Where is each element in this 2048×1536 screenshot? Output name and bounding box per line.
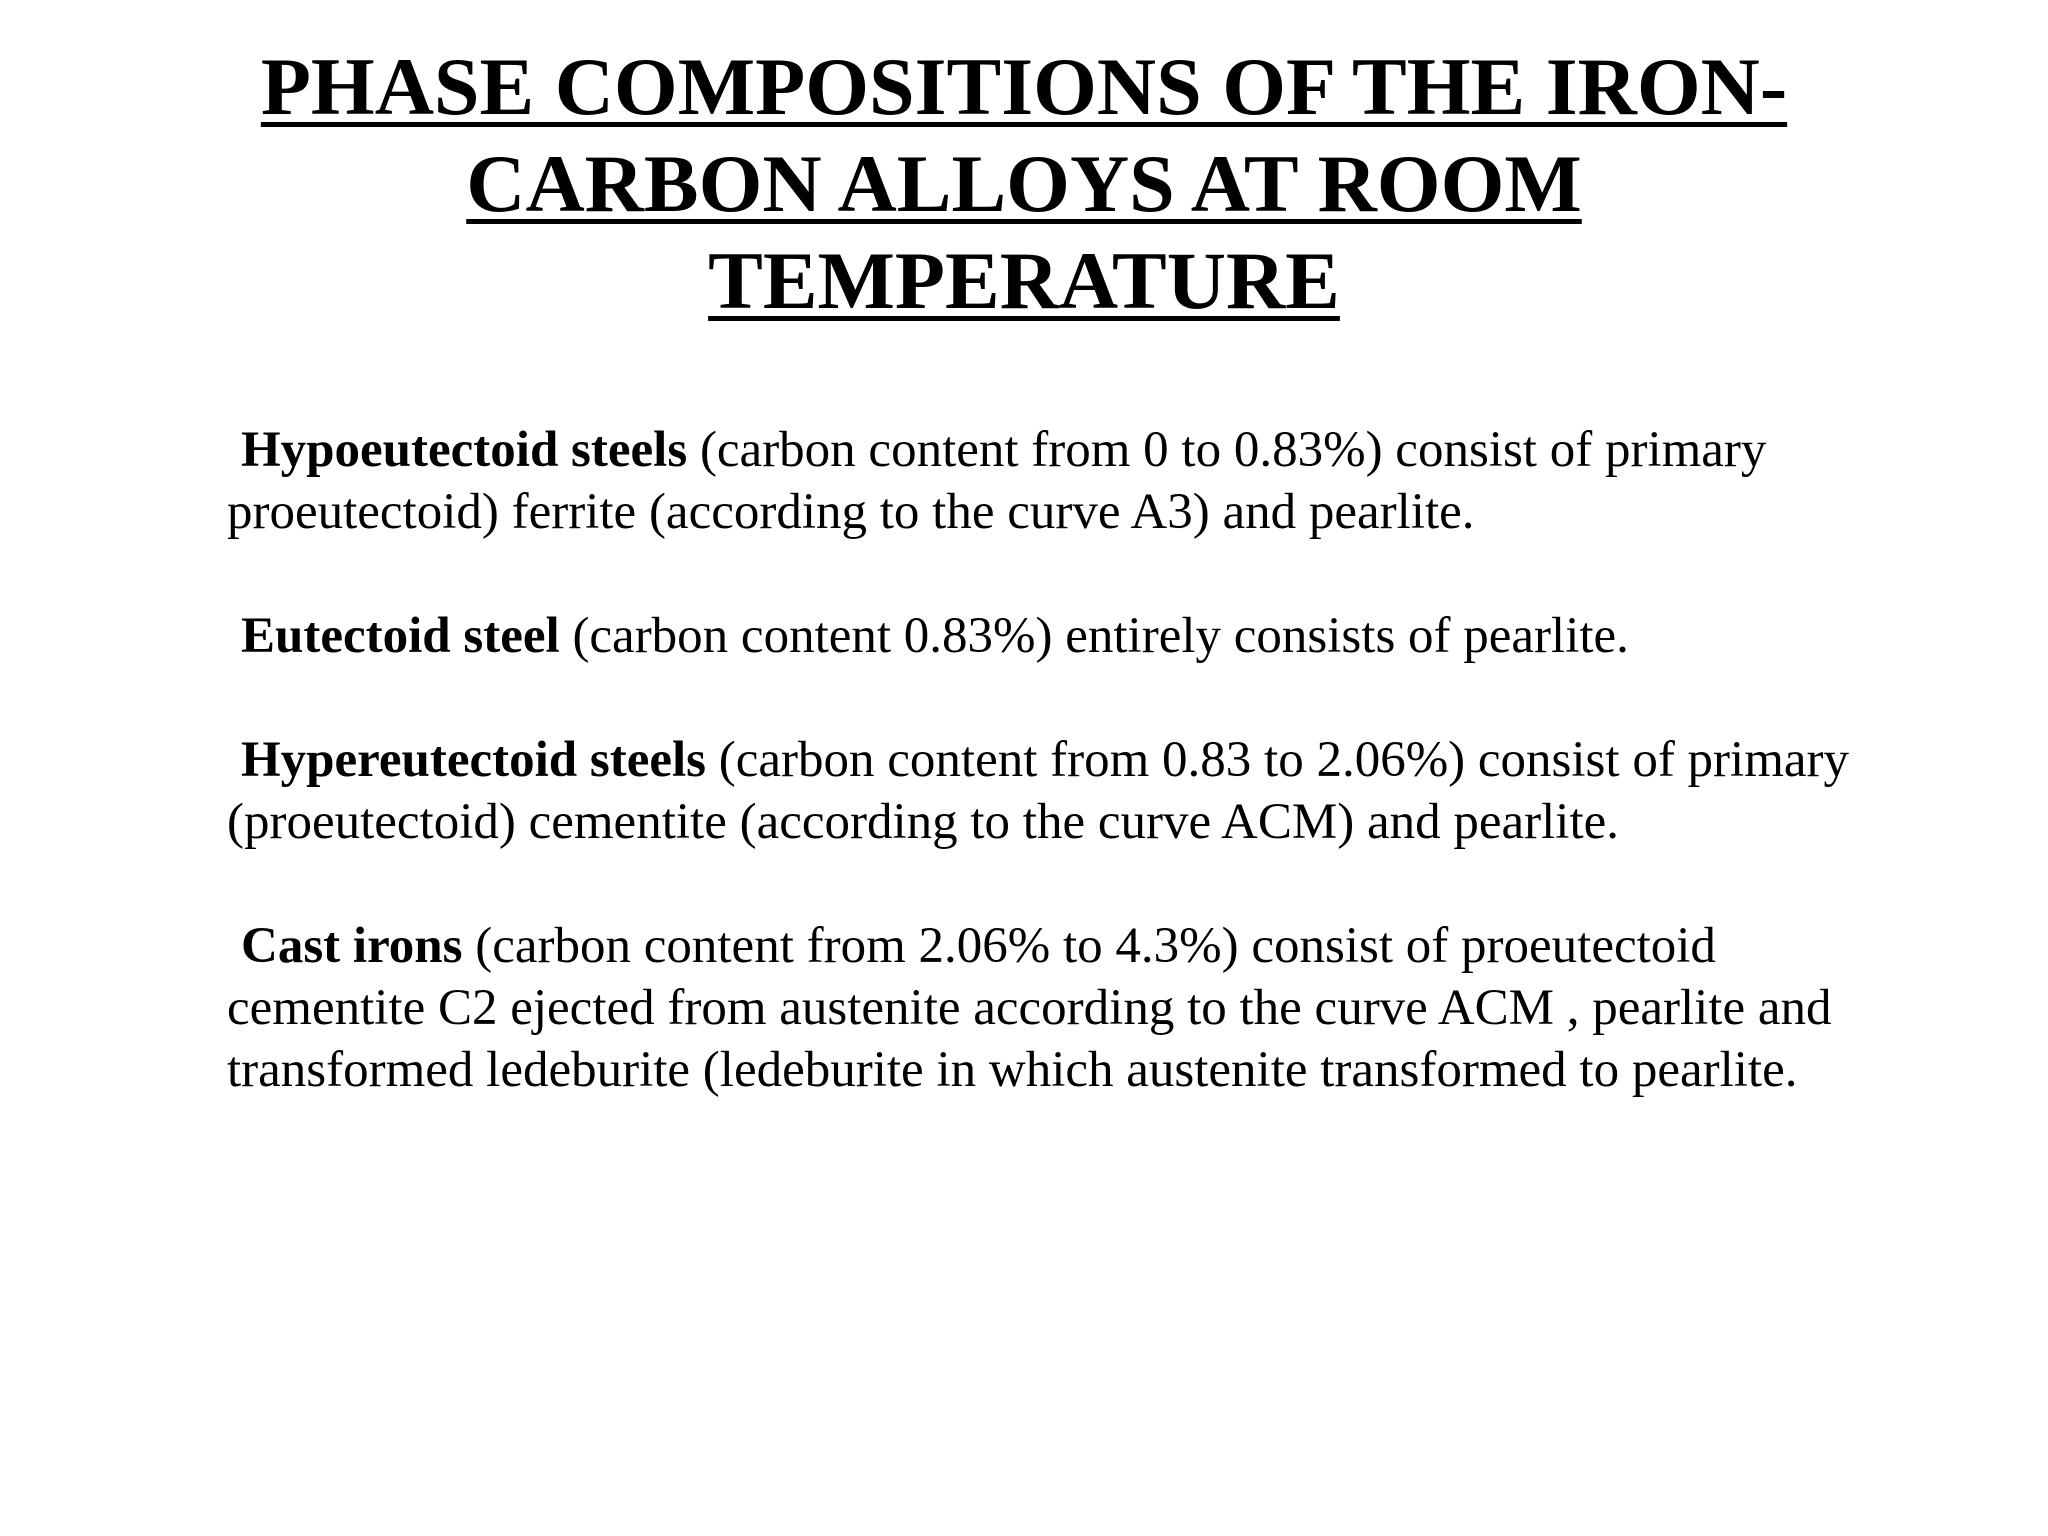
paragraph-line: cementite C2 ejected from austenite according to the curve ACM , pearlite and — [227, 980, 1832, 1036]
paragraph-line — [227, 729, 1887, 791]
paragraph-text: (carbon content from 0 to 0.83%) consist of primary — [687, 422, 1767, 478]
paragraph-hypoeutectoid — [227, 419, 1887, 543]
title-line: TEMPERATURE — [708, 235, 1340, 326]
paragraph-line — [227, 915, 1887, 977]
paragraph-text: (carbon content from 2.06% to 4.3%) consist of proeutectoid — [462, 918, 1716, 974]
paragraph-eutectoid — [227, 605, 1887, 667]
paragraph-line: transformed ledeburite (ledeburite in which austenite transformed to pearlite. — [227, 1042, 1798, 1098]
term-eutectoid-steel: Eutectoid steel — [241, 608, 560, 664]
paragraph-line — [227, 419, 1887, 481]
term-hypereutectoid-steels: Hypereutectoid steels — [241, 732, 707, 788]
paragraph-text: (carbon content from 0.83 to 2.06%) consist of primary — [706, 732, 1849, 788]
paragraph-line: proeutectoid) ferrite (according to the curve A3) and pearlite. — [227, 484, 1475, 540]
title-line: PHASE COMPOSITIONS OF THE IRON- — [260, 41, 1788, 132]
paragraph-cast-irons — [227, 915, 1887, 1101]
slide-body — [227, 419, 1887, 1163]
paragraph-text: (carbon content 0.83%) entirely consists of pearlite. — [559, 608, 1629, 664]
title-line: CARBON ALLOYS AT ROOM — [466, 138, 1582, 229]
slide-title — [200, 38, 1848, 329]
term-cast-irons: Cast irons — [241, 918, 463, 974]
paragraph-line: (proeutectoid) cementite (according to the curve ACM) and pearlite. — [227, 794, 1620, 850]
paragraph-line — [227, 605, 1887, 667]
paragraph-hypereutectoid — [227, 729, 1887, 853]
term-hypoeutectoid-steels: Hypoeutectoid steels — [241, 422, 688, 478]
